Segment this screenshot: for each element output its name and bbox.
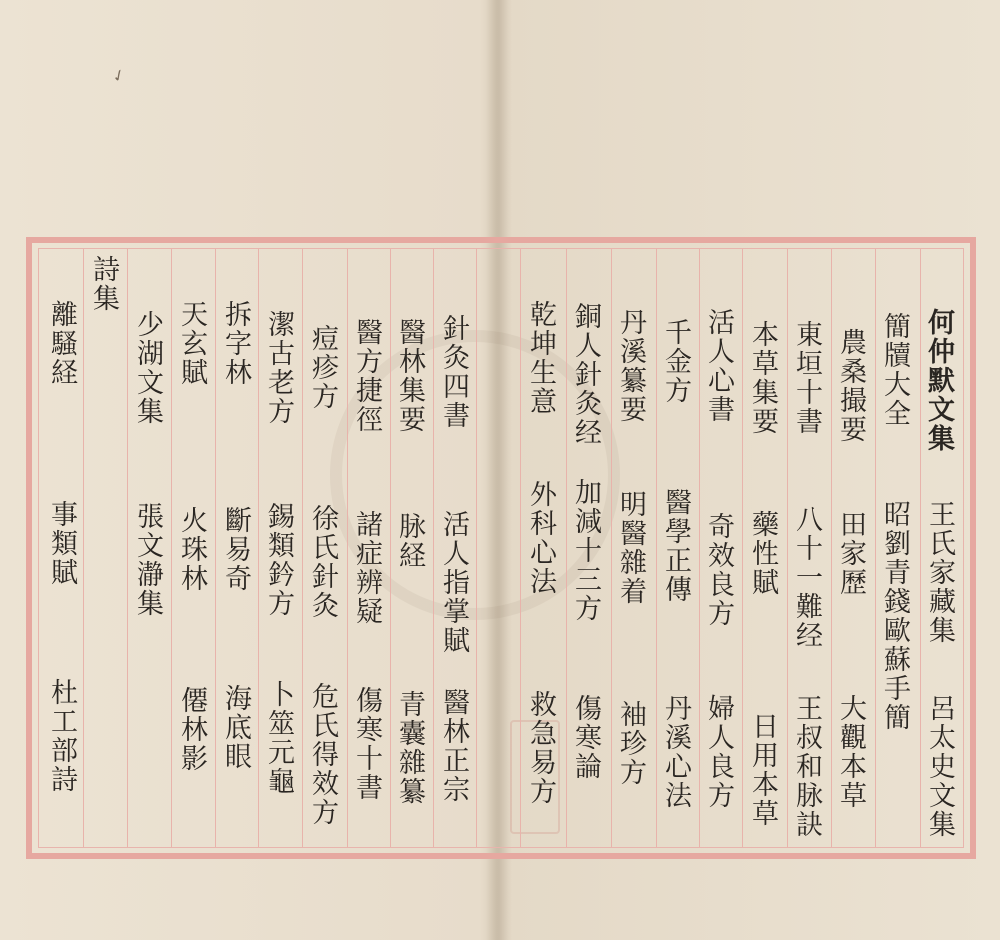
- book-title-entry: 外科心法: [525, 480, 556, 596]
- column-rule: [476, 249, 477, 847]
- book-title-entry: 何仲默文集: [923, 308, 954, 453]
- column-rule: [699, 249, 700, 847]
- book-title-entry: 加減十三方: [570, 478, 601, 623]
- column-rule: [520, 249, 521, 847]
- book-title-entry: 農桑撮要: [835, 328, 866, 444]
- book-title-entry: 本草集要: [747, 320, 778, 436]
- book-title-entry: 醫方捷徑: [351, 318, 382, 434]
- book-title-entry: 青囊雜纂: [394, 690, 425, 806]
- book-title-entry: 婦人良方: [703, 694, 734, 810]
- book-title-entry: 傷寒十書: [351, 686, 382, 802]
- column-rule: [787, 249, 788, 847]
- book-title-entry: 東垣十書: [791, 320, 822, 436]
- column-rule: [258, 249, 259, 847]
- book-title-entry: 銅人針灸经: [570, 302, 601, 447]
- column-rule: [347, 249, 348, 847]
- book-title-entry: 丹溪心法: [660, 694, 691, 810]
- column-rule: [215, 249, 216, 847]
- book-title-entry: 張文瀞集: [132, 502, 163, 618]
- book-title-entry: 袖珍方: [615, 700, 646, 787]
- book-title-entry: 諸症辨疑: [351, 510, 382, 626]
- column-rule: [433, 249, 434, 847]
- column-rule: [302, 249, 303, 847]
- book-title-entry: 八十一難经: [791, 505, 822, 650]
- book-title-entry: 卜筮元龜: [263, 680, 294, 796]
- book-title-entry: 僊林影: [176, 686, 207, 773]
- book-title-entry: 活人指掌賦: [438, 510, 469, 655]
- section-heading: 詩集: [88, 255, 119, 313]
- book-title-entry: 醫學正傳: [660, 488, 691, 604]
- book-title-entry: 事類賦: [46, 500, 77, 587]
- book-title-entry: 海底眼: [220, 684, 251, 771]
- book-title-entry: 簡牘大全: [879, 312, 910, 428]
- column-rule: [831, 249, 832, 847]
- book-title-entry: 危氏得效方: [307, 682, 338, 827]
- column-rule: [875, 249, 876, 847]
- book-title-entry: 徐氏針灸: [307, 504, 338, 620]
- column-rule: [611, 249, 612, 847]
- book-title-entry: 脉経: [394, 512, 425, 570]
- book-title-entry: 丹溪纂要: [615, 308, 646, 424]
- column-rule: [566, 249, 567, 847]
- ink-mark: ✓: [108, 64, 129, 87]
- book-title-entry: 少湖文集: [132, 310, 163, 426]
- book-title-entry: 王叔和脉訣: [791, 694, 822, 839]
- book-title-entry: 大觀本草: [835, 694, 866, 810]
- book-title-entry: 離騷経: [46, 300, 77, 387]
- book-title-entry: 千金方: [660, 318, 691, 405]
- book-title-entry: 火珠林: [176, 506, 207, 593]
- book-title-entry: 乾坤生意: [525, 300, 556, 416]
- book-title-entry: 錫類鈐方: [263, 502, 294, 618]
- column-rule: [390, 249, 391, 847]
- book-title-entry: 田家歷: [835, 510, 866, 597]
- book-title-entry: 救急易方: [525, 690, 556, 806]
- book-title-entry: 痘疹方: [307, 324, 338, 411]
- book-title-entry: 奇效良方: [703, 512, 734, 628]
- book-title-entry: 昭劉青錢歐蘇手簡: [879, 500, 910, 732]
- book-title-entry: 杜工部詩: [46, 678, 77, 794]
- book-title-entry: 藥性賦: [747, 510, 778, 597]
- book-title-entry: 明醫雜着: [615, 490, 646, 606]
- book-title-entry: 醫林正宗: [438, 688, 469, 804]
- column-rule: [171, 249, 172, 847]
- book-title-entry: 醫林集要: [394, 318, 425, 434]
- book-title-entry: 王氏家藏集: [924, 500, 955, 645]
- book-title-entry: 潔古老方: [263, 310, 294, 426]
- column-rule: [83, 249, 84, 847]
- column-rule: [920, 249, 921, 847]
- book-title-entry: 日用本草: [747, 712, 778, 828]
- book-title-entry: 天玄賦: [176, 300, 207, 387]
- book-title-entry: 拆字林: [220, 300, 251, 387]
- book-title-entry: 呂太史文集: [924, 694, 955, 839]
- book-title-entry: 傷寒論: [570, 694, 601, 781]
- column-rule: [656, 249, 657, 847]
- book-title-entry: 針灸四書: [438, 314, 469, 430]
- column-rule: [742, 249, 743, 847]
- book-title-entry: 斷易奇: [220, 506, 251, 593]
- book-title-entry: 活人心書: [703, 308, 734, 424]
- column-rule: [127, 249, 128, 847]
